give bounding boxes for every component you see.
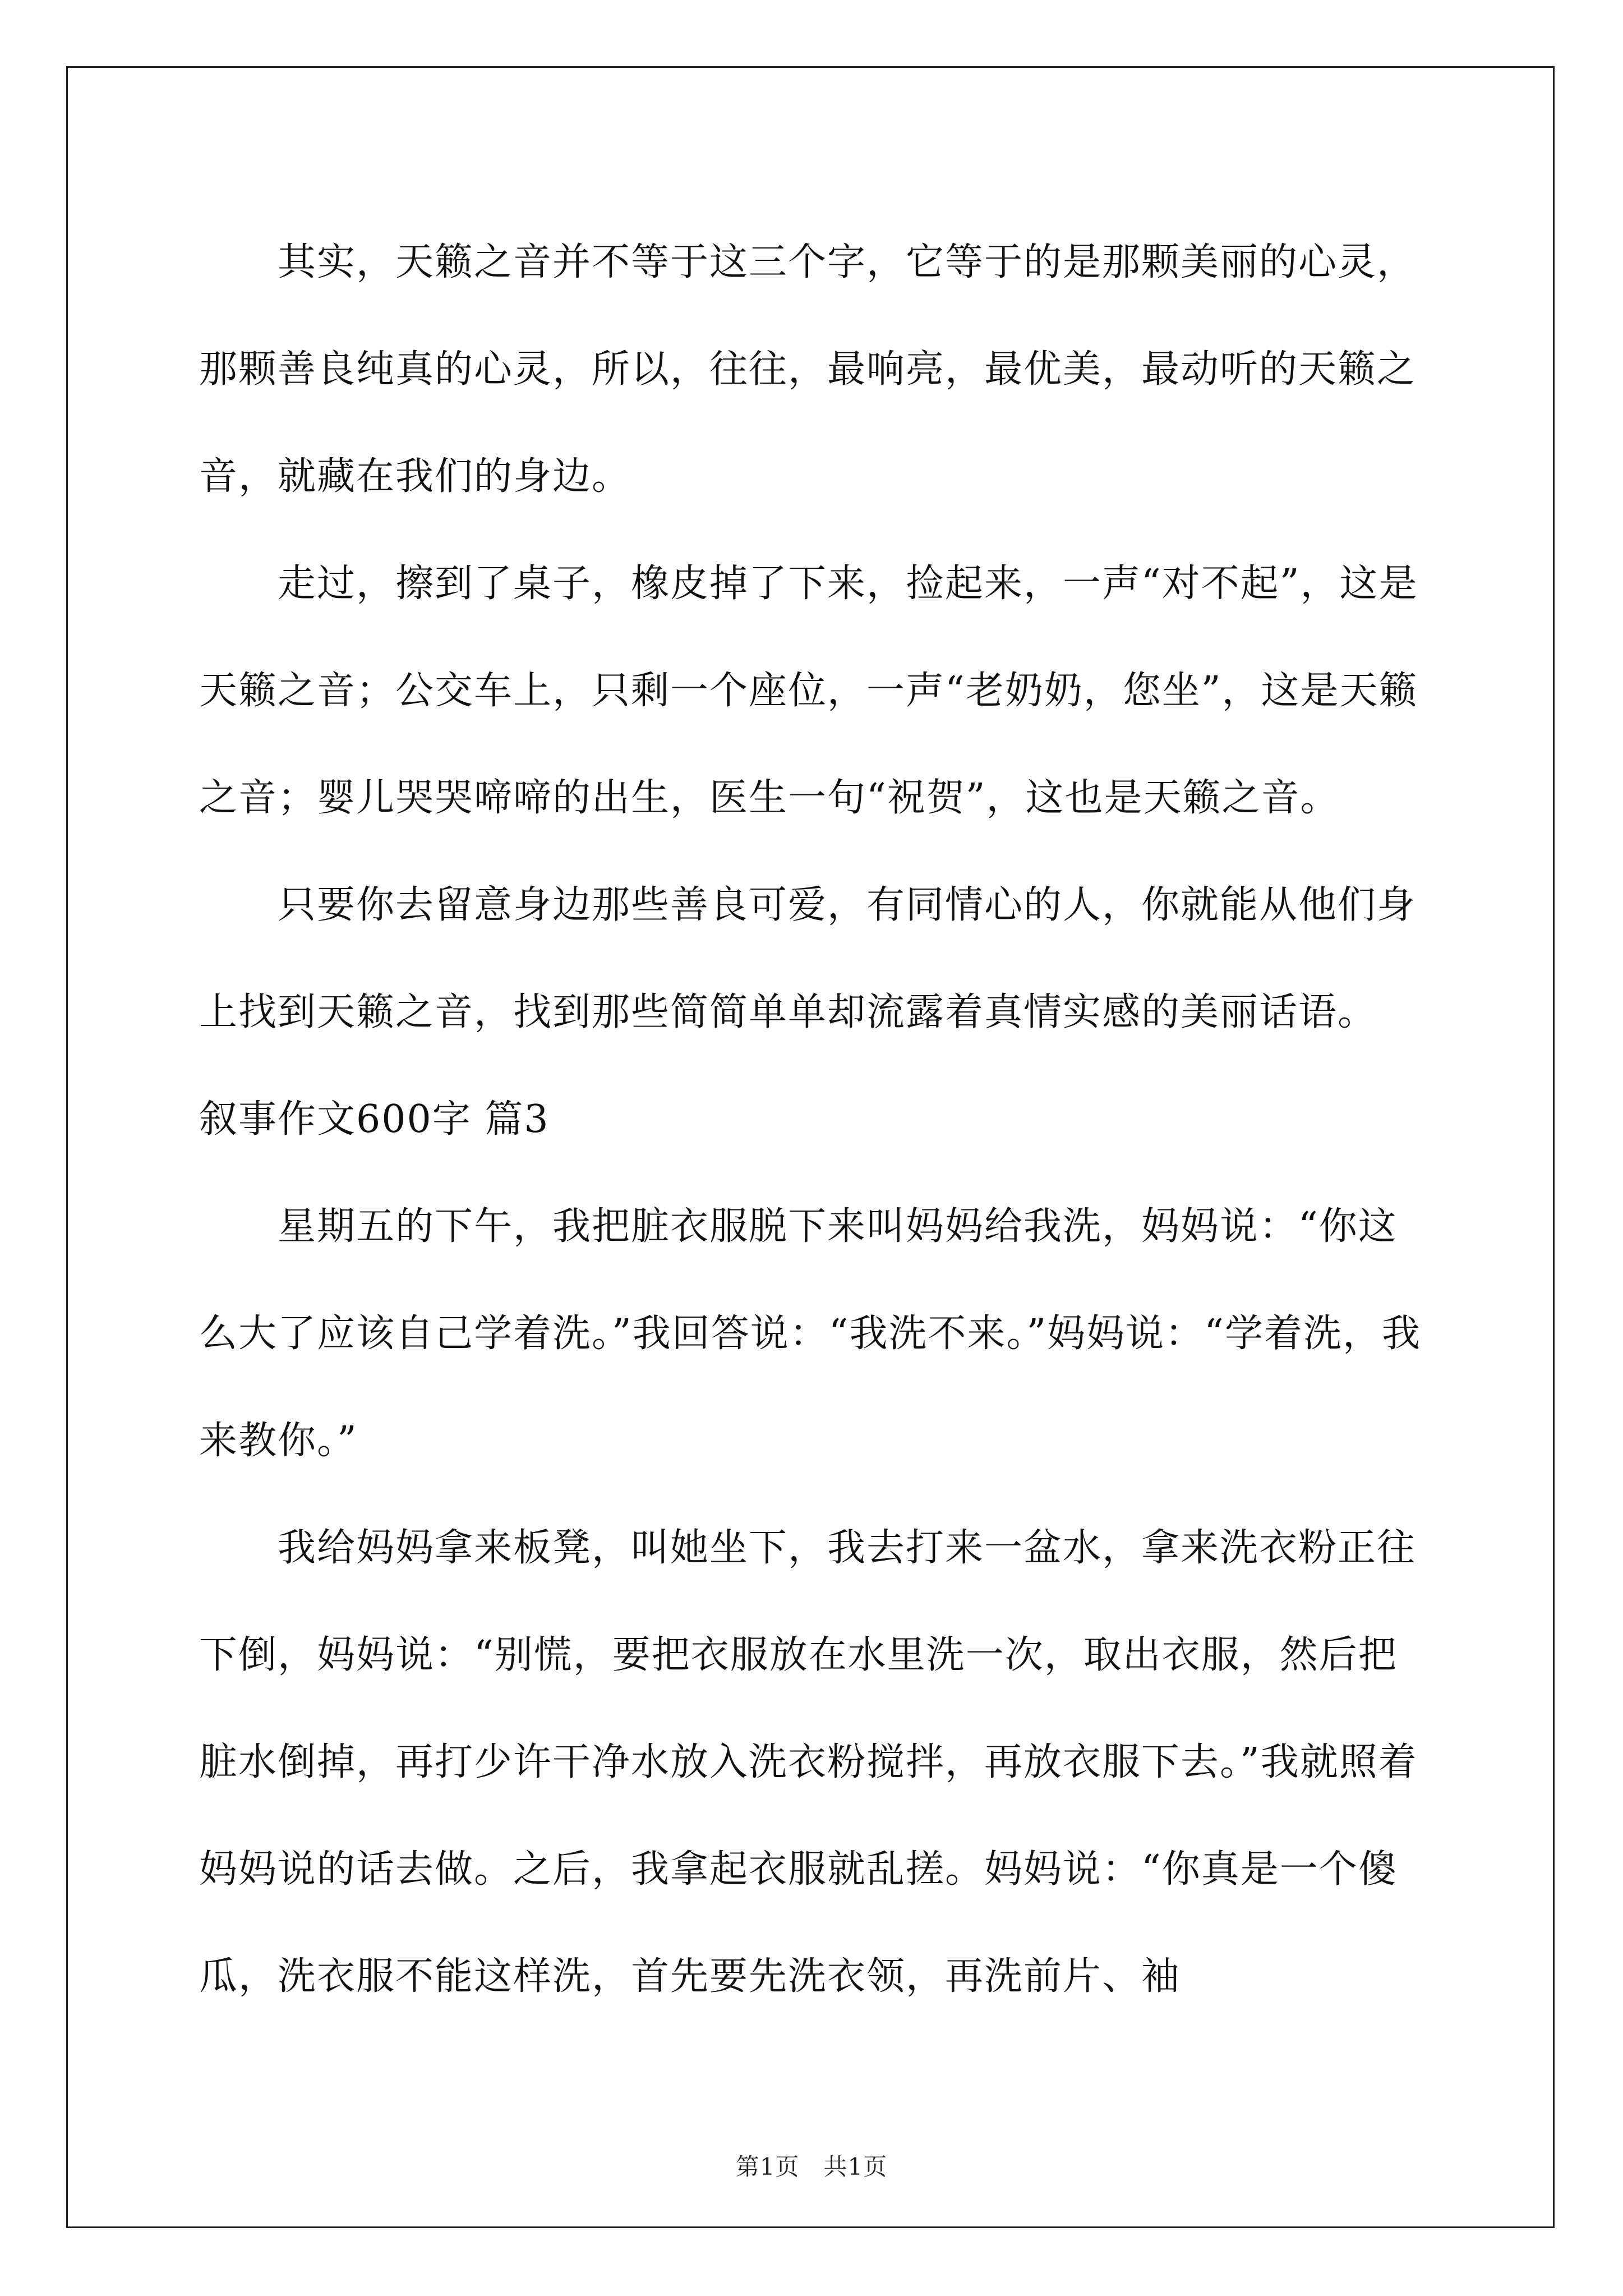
document-body	[199, 209, 1433, 2030]
paragraph-1: 其实，天籁之音并不等于这三个字，它等于的是那颗美丽的心灵，那颗善良纯真的心灵，所以，往往，最响亮，最优美，最动听的天籁之音，就藏在我们的身边。	[199, 240, 1417, 499]
page-number-footer: 第1页 共1页	[735, 2153, 888, 2180]
section-paragraph-1: 星期五的下午，我把脏衣服脱下来叫妈妈给我洗，妈妈说：“你这么大了应该自己学着洗。”我回答说：“我洗不来。”妈妈说：“学着洗，我来教你。”	[199, 1204, 1422, 1463]
section-heading: 叙事作文600字 篇3	[199, 1097, 550, 1142]
paragraph-2: 走过，擦到了桌子，橡皮掉了下来，捡起来，一声“对不起”，这是天籁之音；公交车上，只剩一个座位，一声“老奶奶，您坐”，这是天籁之音；婴儿哭哭啼啼的出生，医生一句“祝贺”，这也是天籁之音。	[199, 562, 1418, 820]
section-paragraph-2: 我给妈妈拿来板凳，叫她坐下，我去打来一盆水，拿来洗衣粉正往下倒，妈妈说：“别慌，要把衣服放在水里洗一次，取出衣服，然后把脏水倒掉，再打少许干净水放入洗衣粉搅拌，再放衣服下去。”我就照着妈妈说的话去做。之后，我拿起衣服就乱搓。妈妈说：“你真是一个傻瓜，洗衣服不能这样洗，首先要先洗衣领，再洗前片、袖	[199, 1526, 1418, 1999]
paragraph-3: 只要你去留意身边那些善良可爱，有同情心的人，你就能从他们身上找到天籁之音，找到那些简简单单却流露着真情实感的美丽话语。	[199, 883, 1417, 1034]
